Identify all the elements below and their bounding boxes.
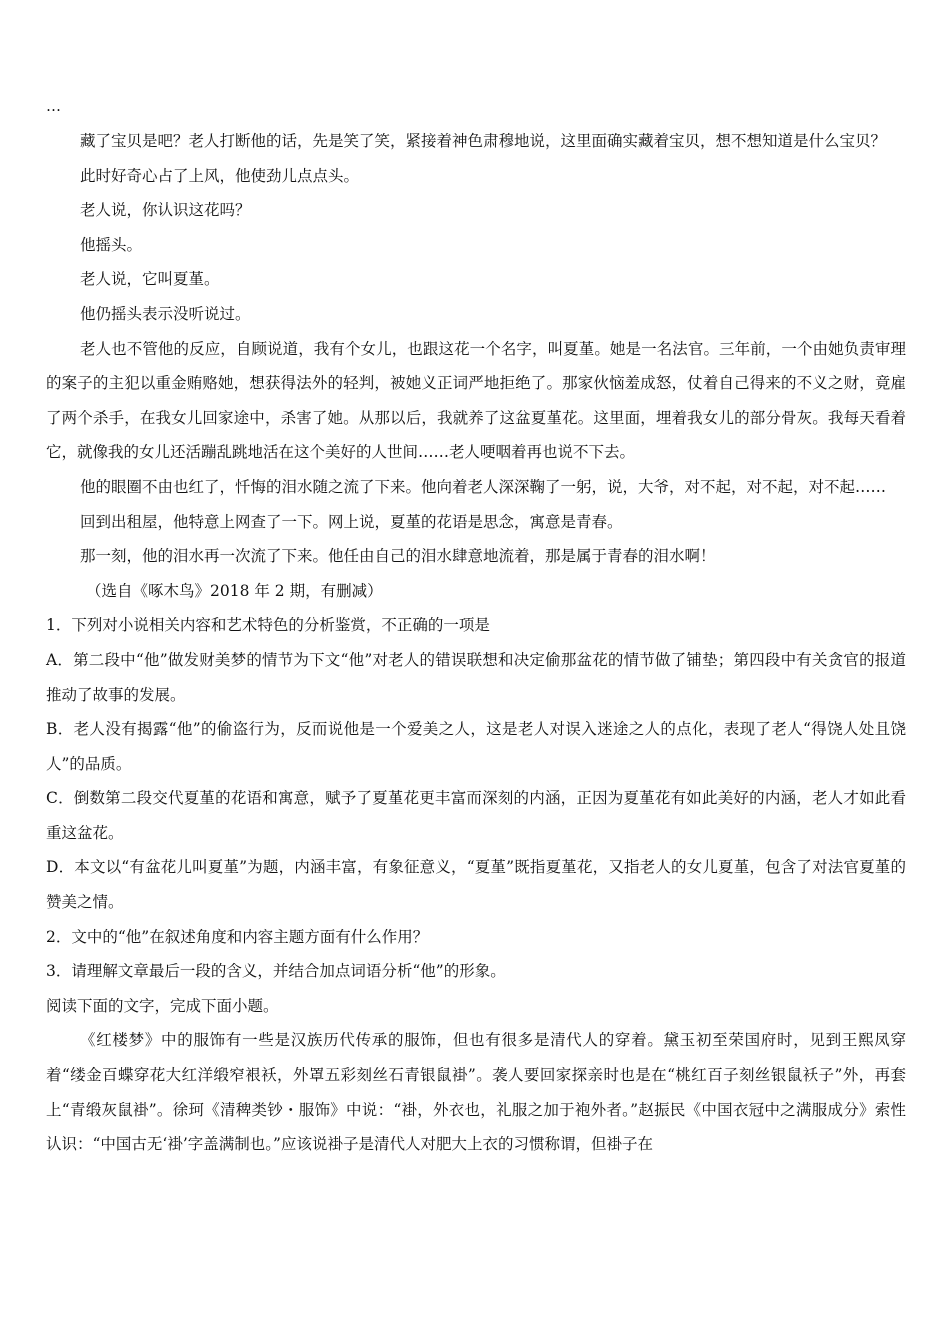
question-1: 1．下列对小说相关内容和艺术特色的分析鉴赏，不正确的一项是 <box>46 616 490 635</box>
option-b: B．老人没有揭露“他”的偷盗行为，反而说他是一个爱美之人，这是老人对误入迷途之人的点化，表现了老人“得饶人处且饶人”的品质。 <box>46 720 906 773</box>
reading-instruction: 阅读下面的文字，完成下面小题。 <box>46 996 279 1015</box>
story-paragraph-2: 此时好奇心占了上风，他使劲儿点点头。 <box>80 166 360 185</box>
question-2: 2．文中的“他”在叙述角度和内容主题方面有什么作用？ <box>46 927 429 946</box>
leading-ellipsis: … <box>46 97 62 115</box>
source-citation: （选自《啄木鸟》2018 年 2 期，有删减） <box>86 581 383 600</box>
story-paragraph-8: 他的眼圈不由也红了，忏悔的泪水随之流了下来。他向着老人深深鞠了一躬，说，大爷，对不起，对不起，对不起…… <box>80 477 887 496</box>
option-a: A．第二段中“他”做发财美梦的情节为下文“他”对老人的错误联想和决定偷那盆花的情节做了铺垫；第四段中有关贪官的报道推动了故事的发展。 <box>46 650 906 704</box>
option-c: C．倒数第二段交代夏堇的花语和寓意，赋予了夏堇花更丰富而深刻的内涵，正因为夏堇花有如此美好的内涵，老人才如此看重这盆花。 <box>46 789 906 842</box>
story-paragraph-3: 老人说，你认识这花吗？ <box>80 201 251 220</box>
story-paragraph-5: 老人说，它叫夏堇。 <box>80 270 220 289</box>
document-content <box>46 124 906 1162</box>
story-paragraph-4: 他摇头。 <box>80 235 143 254</box>
question-3: 3．请理解文章最后一段的含义，并结合加点词语分析“他”的形象。 <box>46 962 506 981</box>
story-paragraph-7: 老人也不管他的反应，自顾说道，我有个女儿，也跟这花一个名字，叫夏堇。她是一名法官。三年前，一个由她负责审理的案子的主犯以重金贿赂她，想获得法外的轻判，被她义正词严地拒绝了。那家伙恼羞成怒，仗着自己得来的不义之财，竟雇了两个杀手，在我女儿回家途中，杀害了她。从那以后，我就养了这盆夏堇花。这里面，埋着我女儿的部分骨灰。我每天看着它，就像我的女儿还活蹦乱跳地活在这个美好的人世间……老人哽咽着再也说不下去。 <box>46 339 906 462</box>
story-paragraph-6: 他仍摇头表示没听说过。 <box>80 304 251 323</box>
story-paragraph-1: 藏了宝贝是吧？老人打断他的话，先是笑了笑，紧接着神色肃穆地说，这里面确实藏着宝贝，想不想知道是什么宝贝？ <box>80 132 887 150</box>
option-d: D．本文以“有盆花儿叫夏堇”为题，内涵丰富，有象征意义，“夏堇”既指夏堇花，又指老人的女儿夏堇，包含了对法官夏堇的赞美之情。 <box>46 858 906 912</box>
story-paragraph-9: 回到出租屋，他特意上网查了一下。网上说，夏堇的花语是思念，寓意是青春。 <box>80 512 623 531</box>
passage-paragraph: 《红楼梦》中的服饰有一些是汉族历代传承的服饰，但也有很多是清代人的穿着。黛玉初至荣国府时，见到王熙凤穿着“缕金百蝶穿花大红洋缎窄裉袄，外罩五彩刻丝石青银鼠褂”。袭人要回家探亲时也是在“桃红百子刻丝银鼠袄子”外，再套上“青缎灰鼠褂”。徐珂《清稗类钞・服饰》中说：“褂，外衣也，礼服之加于袍外者。”赵振民《中国衣冠中之满服成分》索性认识：“中国古无‘褂’字盖满制也。”应该说褂子是清代人对肥大上衣的习惯称谓，但褂子在 <box>46 1031 906 1154</box>
story-paragraph-10: 那一刻，他的泪水再一次流了下来。他任由自己的泪水肆意地流着，那是属于青春的泪水啊！ <box>80 547 716 566</box>
